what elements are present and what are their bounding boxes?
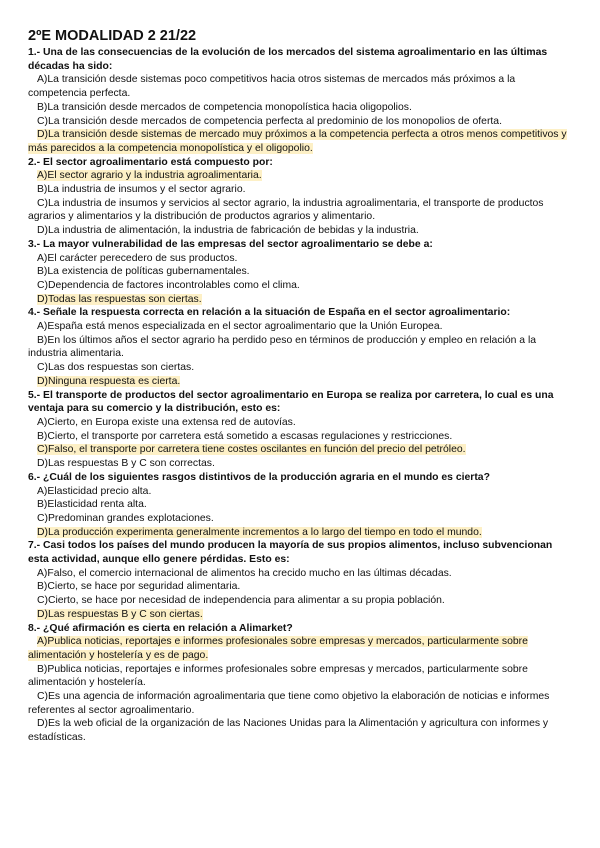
question-list [28,46,570,745]
option-text: C)La transición desde mercados de competencia perfecta al predominio de los monopolios de oferta. [37,115,502,127]
option-a-correct [28,169,570,183]
question-8 [28,622,570,745]
option-d [28,457,570,471]
option-b [28,334,570,361]
option-b [28,101,570,115]
option-text: B)La industria de insumos y el sector agrario. [37,184,246,196]
option-d-correct [28,375,570,389]
option-b [28,580,570,594]
option-text: A)El carácter perecedero de sus productos. [37,252,238,264]
question-5 [28,389,570,471]
option-text: D)La transición desde sistemas de mercado muy próximos a la competencia perfecta a otros menos competitivos y más parecidos a la competencia monopolística y el oligopolio. [28,129,567,154]
option-d-correct [28,128,570,155]
question-text: 5.- El transporte de productos del sector agroalimentario en Europa se realiza por carretera, lo cual es una ventaja para su comercio y la distribución, esto es: [28,389,554,415]
option-text: A)Falso, el comercio internacional de alimentos ha crecido mucho en las últimas décadas. [37,567,452,579]
option-text: A)Elasticidad precio alta. [37,485,152,497]
option-text: D)Las respuestas B y C son correctas. [37,458,215,470]
option-text: A)La transición desde sistemas poco competitivos hacia otros sistemas de mercados más próximos a la competencia perfecta. [28,74,516,100]
question-3 [28,238,570,307]
question-1 [28,46,570,156]
question-4 [28,306,570,388]
option-text: A)Publica noticias, reportajes e informes profesionales sobre empresas y mercados, particularmente sobre alimentación y hostelería y es de pago. [28,636,528,661]
question-2 [28,156,570,238]
option-a [28,567,570,581]
option-a [28,73,570,100]
option-a [28,320,570,334]
option-b [28,183,570,197]
option-b [28,430,570,444]
option-text: C)Predominan grandes explotaciones. [37,512,214,524]
option-text: C)Cierto, se hace por necesidad de independencia para alimentar a su propia población. [37,595,445,607]
option-d-correct [28,293,570,307]
option-text: B)La transición desde mercados de competencia monopolística hacia oligopolios. [37,101,412,113]
option-text: D)La industria de alimentación, la industria de fabricación de bebidas y la industria. [37,225,419,237]
option-text: B)Elasticidad renta alta. [37,499,147,511]
option-c [28,197,570,224]
option-text: D)Las respuestas B y C son ciertas. [37,608,203,620]
question-text: 3.- La mayor vulnerabilidad de las empresas del sector agroalimentario se debe a: [28,238,433,250]
option-c [28,690,570,717]
option-d-correct [28,608,570,622]
option-b [28,265,570,279]
option-text: C)Falso, el transporte por carretera tiene costes oscilantes en función del precio del petróleo. [37,444,466,456]
option-text: D)Ninguna respuesta es cierta. [37,375,181,387]
option-c-correct [28,443,570,457]
option-text: B)En los últimos años el sector agrario ha perdido peso en términos de producción y empleo en relación a la industria alimentaria. [28,334,537,360]
option-text: B)Cierto, el transporte por carretera está sometido a escasas regulaciones y restricciones. [37,430,453,442]
option-text: A)España está menos especializada en el sector agroalimentario que la Unión Europea. [37,321,443,333]
option-text: B)Publica noticias, reportajes e informes profesionales sobre empresas y mercados, particularmente sobre alimentación y hostelería. [28,663,528,689]
question-text: 4.- Señale la respuesta correcta en relación a la situación de España en el sector agroalimentario: [28,307,511,319]
option-text: A)El sector agrario y la industria agroalimentaria. [37,170,262,182]
option-b [28,663,570,690]
option-a [28,416,570,430]
question-text: 8.- ¿Qué afirmación es cierta en relación a Alimarket? [28,622,293,634]
option-c [28,512,570,526]
option-text: D)Es la web oficial de la organización de las Naciones Unidas para la Alimentación y agricultura con informes y estadísticas. [28,718,549,744]
option-c [28,594,570,608]
question-7 [28,539,570,621]
question-text: 2.- El sector agroalimentario está compuesto por: [28,156,273,168]
option-text: C)La industria de insumos y servicios al sector agrario, la industria agroalimentaria, el transporte de productos agrarios y alimentarios y la distribución de productos agrarios y alimentario. [28,197,544,223]
question-6 [28,471,570,540]
option-c [28,115,570,129]
option-text: D)La producción experimenta generalmente incrementos a lo largo del tiempo en todo el mundo. [37,526,482,538]
option-c [28,361,570,375]
option-text: C)Es una agencia de información agroalimentaria que tiene como objetivo la elaboración de noticias e informes referentes al sector agroalimentario. [28,691,550,716]
option-a [28,252,570,266]
option-a [28,485,570,499]
option-text: C)Las dos respuestas son ciertas. [37,362,195,374]
question-text: 7.- Casi todos los países del mundo producen la mayoría de sus propios alimentos, incluso subvencionan esta actividad, aunque ello genere pérdidas. Esto es: [28,540,553,566]
page-title: 2ºE MODALIDAD 2 21/22 [28,28,197,44]
question-text: 6.- ¿Cuál de los siguientes rasgos distintivos de la producción agraria en el mundo es cierta? [28,471,490,483]
option-a-correct [28,635,570,662]
option-text: A)Cierto, en Europa existe una extensa red de autovías. [37,416,296,428]
option-text: B)Cierto, se hace por seguridad alimentaria. [37,581,241,593]
option-b [28,498,570,512]
option-c [28,279,570,293]
option-text: D)Todas las respuestas son ciertas. [37,293,202,305]
option-d [28,717,570,744]
question-text: 1.- Una de las consecuencias de la evolución de los mercados del sistema agroalimentario en las últimas décadas ha sido: [28,47,548,72]
option-d-correct [28,526,570,540]
option-text: C)Dependencia de factores incontrolables como el clima. [37,279,300,291]
option-text: B)La existencia de políticas gubernamentales. [37,266,250,278]
option-d [28,224,570,238]
